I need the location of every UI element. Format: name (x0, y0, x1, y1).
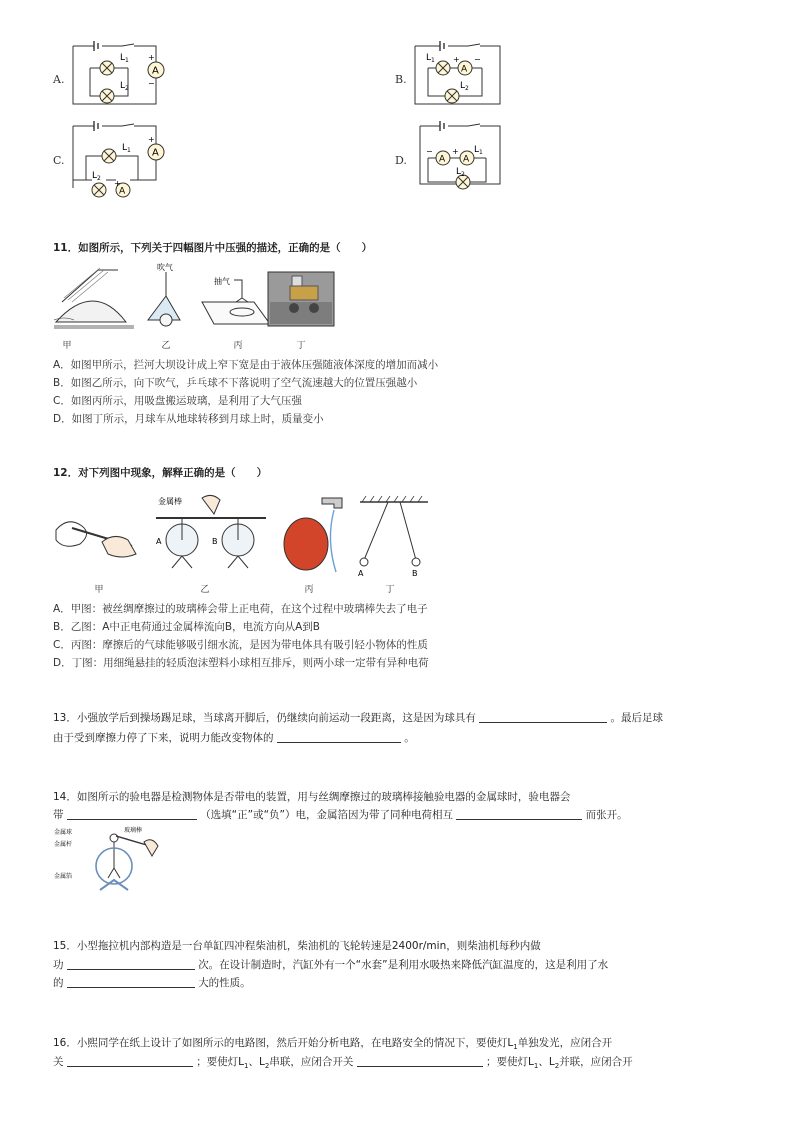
q16-text: 、L (538, 1056, 555, 1068)
lamp-icon (102, 149, 116, 163)
q13-text: 由于受到摩擦力停了下来，说明力能改变物体的 (53, 732, 274, 744)
q12-caption-jia: 甲 (94, 585, 104, 595)
q16-text: 16．小熙同学在纸上设计了如图所示的电路图，然后开始分析电路，在电路安全的情况下，要使灯L (53, 1037, 514, 1049)
lunar-rover-photo (268, 272, 334, 326)
q15-text: 大的性质。 (198, 977, 251, 989)
dam-figure (54, 268, 134, 328)
plus-label: + (452, 147, 459, 156)
blow-label: 吹气 (157, 263, 173, 272)
q11-caption-jia: 甲 (62, 341, 72, 351)
q14-blank-1[interactable] (67, 809, 197, 820)
electroscope-b-label: B (212, 537, 218, 546)
q16-text: 关 (53, 1056, 64, 1068)
ball-a-label: A (358, 569, 364, 578)
ammeter-icon (458, 61, 472, 75)
lamp-l2-label: $L_2$ (120, 81, 129, 92)
suction-figure (202, 276, 270, 324)
electroscope-a-label: A (156, 537, 162, 546)
q13-line-1 (53, 711, 663, 725)
q11-option-a[interactable]: A．如图甲所示，拦河大坝设计成上窄下宽是由于液体压强随液体深度的增加而减小 (53, 359, 439, 371)
rod-label: 玻璃棒 (124, 827, 143, 834)
lamp-l2-label: $L_2$ (460, 81, 469, 92)
q10-option-c-label: C. (53, 154, 65, 167)
q16-subscript: 2 (554, 1062, 560, 1071)
lamp-icon (100, 89, 114, 103)
q14-text: （选填“正”或“负”）电，金属箔因为带了同种电荷相互 (200, 809, 453, 821)
q12-figures (52, 488, 442, 582)
q16-line-1 (53, 1036, 612, 1054)
q16-text: 串联，应闭合开关 (269, 1056, 354, 1068)
q12-option-a[interactable]: A．甲图：被丝绸摩擦过的玻璃棒会带上正电荷，在这个过程中玻璃棒失去了电子 (53, 603, 428, 615)
lamp-icon (445, 89, 459, 103)
q16-subscript: 1 (533, 1062, 539, 1071)
q16-line-2 (53, 1055, 633, 1073)
q11-caption-ding: 丁 (296, 341, 306, 351)
q16-subscript: 2 (264, 1062, 270, 1071)
lamp-l2-label: $L_2$ (92, 171, 101, 182)
pump-label: 抽气 (214, 277, 230, 286)
ammeter-icon (148, 144, 164, 160)
q14-text: 而张开。 (585, 809, 628, 821)
q12-option-c[interactable]: C．丙图：摩擦后的气球能够吸引细水流，是因为带电体具有吸引轻小物体的性质 (53, 639, 428, 651)
ammeter-label: A (463, 154, 470, 165)
q14-line-1: 14．如图所示的验电器是检测物体是否带电的装置，用与丝绸摩擦过的玻璃棒接触验电器的金属球时，验电器会 (53, 791, 571, 803)
q16-text: 并联，应闭合开 (559, 1056, 633, 1068)
minus-label: − (426, 147, 433, 156)
lamp-icon (100, 61, 114, 75)
q10-circuit-a[interactable] (68, 38, 168, 112)
q12-caption-ding: 丁 (385, 585, 395, 595)
q10-option-a-label: A. (53, 73, 65, 86)
q12-caption-bing: 丙 (304, 585, 314, 595)
q12-stem: 12．对下列图中现象，解释正确的是（ ） (53, 467, 268, 479)
ammeter-icon (460, 151, 474, 165)
q16-subscript: 1 (513, 1043, 518, 1052)
q15-blank-1[interactable] (67, 959, 195, 970)
electroscopes-figure (156, 495, 266, 568)
q16-subscript: 1 (244, 1062, 249, 1071)
q14-blank-2[interactable] (456, 809, 582, 820)
ammeter-label: A (461, 64, 468, 75)
q15-text: 功 (53, 959, 64, 971)
ammeter-label: A (439, 154, 446, 165)
lamp-l2-label: $L_2$ (456, 167, 465, 178)
q16-text: 、L (248, 1056, 265, 1068)
plus-label: + (148, 135, 155, 144)
q13-line-2 (53, 731, 415, 745)
ammeter-label: A (119, 186, 126, 197)
q11-caption-yi: 乙 (161, 341, 171, 351)
q11-option-c[interactable]: C．如图丙所示，用吸盘搬运玻璃，是利用了大气压强 (53, 395, 302, 407)
q15-blank-2[interactable] (67, 977, 195, 988)
q13-blank-2[interactable] (277, 732, 401, 743)
q12-option-d[interactable]: D．丁图：用细绳悬挂的轻质泡沫塑料小球相互排斥，则两小球一定带有异种电荷 (53, 657, 429, 669)
shaft-label: 金属杆 (54, 841, 73, 848)
q16-text: ；要使灯L (486, 1056, 534, 1068)
q10-circuit-c[interactable] (68, 118, 168, 198)
q14-electroscope-figure (52, 824, 162, 896)
q11-option-b[interactable]: B．如图乙所示，向下吹气，乒乓球不下落说明了空气流速越大的位置压强越小 (53, 377, 418, 389)
rod-label: 金属棒 (158, 497, 182, 506)
lamp-l1-label: $L_1$ (122, 143, 131, 154)
q15-text: 次。在设计制造时，汽缸外有一个“水套”是利用水吸热来降低汽缸温度的，这是利用了水 (198, 959, 609, 971)
q16-blank-2[interactable] (357, 1056, 483, 1067)
q10-option-b-label: B. (395, 73, 407, 86)
lamp-l1-label: $L_1$ (474, 145, 483, 156)
ammeter-label: A (152, 147, 159, 159)
lamp-l1-label: $L_1$ (426, 53, 435, 64)
q12-caption-yi: 乙 (200, 585, 210, 595)
ball-b-label: B (412, 569, 418, 578)
q11-option-d[interactable]: D．如图丁所示，月球车从地球转移到月球上时，质量变小 (53, 413, 324, 425)
q11-figures (54, 262, 354, 334)
ammeter-label: A (152, 65, 159, 77)
ball-label: 金属球 (54, 829, 73, 836)
foil-label: 金属箔 (54, 873, 73, 880)
q14-text: 带 (53, 809, 64, 821)
q13-text: 13．小强放学后到操场踢足球，当球离开脚后，仍继续向前运动一段距离，这是因为球具有 (53, 712, 476, 724)
q10-circuit-b[interactable] (410, 38, 510, 112)
q11-caption-bing: 丙 (233, 341, 243, 351)
q10-circuit-d[interactable] (410, 118, 510, 198)
q15-line-3 (53, 976, 251, 990)
q15-line-1: 15．小型拖拉机内部构造是一台单缸四冲程柴油机，柴油机的飞轮转速是2400r/min，则柴油机每秒内做 (53, 940, 541, 952)
minus-label: − (148, 79, 155, 88)
q13-text: 。最后足球 (610, 712, 664, 724)
q10-option-d-label: D. (395, 154, 407, 167)
rubbing-rod-figure (56, 522, 136, 557)
minus-label: − (474, 55, 481, 64)
lamp-icon (436, 61, 450, 75)
lamp-icon (92, 183, 106, 197)
q13-text: 。 (404, 732, 415, 744)
q11-stem: 11．如图所示，下列关于四幅图片中压强的描述，正确的是（ ） (53, 242, 373, 254)
q15-text: 的 (53, 977, 64, 989)
ammeter-icon (436, 151, 450, 165)
balloon-water-figure (284, 498, 342, 572)
plus-label: + (148, 53, 155, 62)
q16-text: 单独发光，应闭合开 (517, 1037, 613, 1049)
hanging-balls-figure (358, 496, 428, 578)
q13-blank-1[interactable] (479, 712, 607, 723)
lamp-l1-label: $L_1$ (120, 53, 129, 64)
plus-label: + (114, 179, 121, 188)
q16-blank-1[interactable] (67, 1056, 193, 1067)
q16-text: ；要使灯L (196, 1056, 245, 1068)
q15-line-2 (53, 958, 608, 972)
q14-line-2 (53, 808, 628, 822)
plus-label: + (453, 55, 460, 64)
q12-option-b[interactable]: B．乙图：A中正电荷通过金属棒流向B，电流方向从A到B (53, 621, 320, 633)
funnel-figure (148, 262, 180, 326)
